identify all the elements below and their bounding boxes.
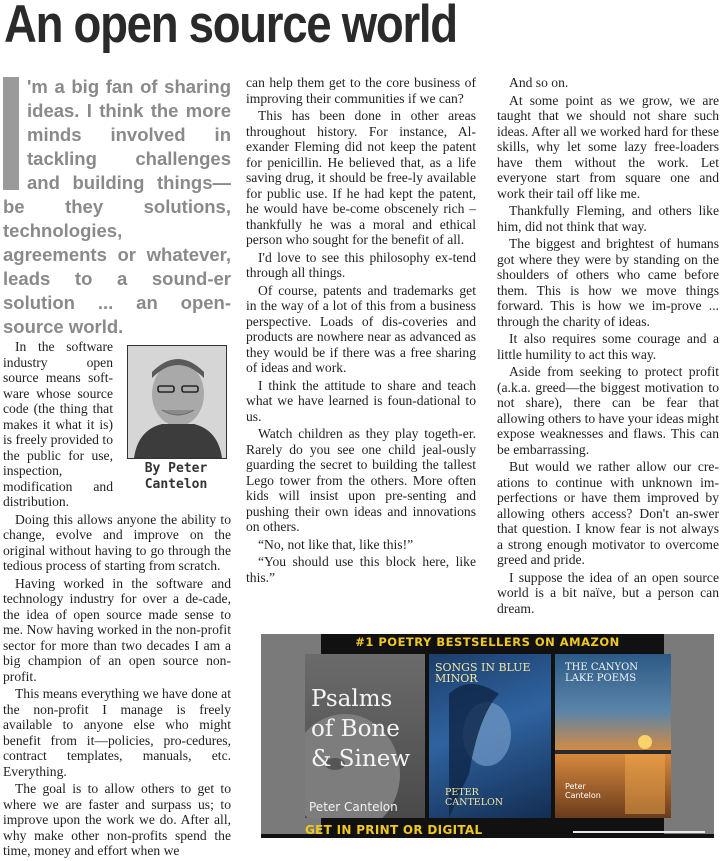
book-title: THE CANYON LAKE POEMS <box>565 662 639 684</box>
article-column-1 <box>3 75 231 861</box>
book-cover-songs[interactable] <box>429 654 551 818</box>
book-advertisement[interactable] <box>261 634 714 838</box>
book-author: Peter Cantelon <box>309 800 398 814</box>
drop-cap-i <box>3 77 19 190</box>
paragraph: And so on. <box>509 75 569 90</box>
paragraph: I suppose the idea of an open source world is a bit naïve, but a person can dream. <box>497 569 719 616</box>
divider-line <box>573 831 705 833</box>
paragraph: The biggest and brightest of humans got where they were by standing on the shoulders of others who came before them. This is how we move things forward. This is how we im-prove ... through the charity of ideas. <box>497 236 719 329</box>
ad-call-to-action: GET IN PRINT OR DIGITAL <box>305 823 483 837</box>
paragraph: This means everything we have done at the non-profit I manage is freely available to anyone else who might benefit from it—policies, pro-cedures, contract templates, manuals, etc. Everything. <box>3 686 231 779</box>
paragraph: At some point as we grow, we are taught that we should not share such ideas. After all we worked hard for these skills, why let some lazy free-loaders have them without the work. Let everyone start from square one and work their tail off like me. <box>497 92 719 201</box>
paragraph: Aside from seeking to protect profit (a.k.a. greed—the biggest motivation to not share), there can be fear that allowing others to have your ideas might expose weaknesses and flaws. This can be embarrassing. <box>497 364 719 457</box>
author-photo-box <box>121 345 231 493</box>
pull-quote-text: 'm a big fan of sharing ideas. I think the more minds involved in tackling challenges and building things—be they solutions, technologies, agreements or whatever, leads to a sound-er solution ... an open-source world. <box>3 76 231 337</box>
paragraph: Doing this allows anyone the ability to change, evolve and improve on the original without having to go through the tedious process of starting from scratch. <box>3 511 231 573</box>
paragraph: can help them get to the core business of improving their communities if we can? <box>246 75 476 106</box>
tape-right <box>664 634 714 834</box>
byline <box>121 461 231 493</box>
headline: An open source world <box>4 0 457 54</box>
paragraph: Watch children as they play togeth-er. Rarely do you see one child jeal-ously guarding the secret to building the tallest Lego tower from the others. More often kids will insist upon pre-senting and pushing their own ideas and innovations on others. <box>246 426 476 534</box>
paragraph: “No, not like that, like this!” <box>258 536 414 552</box>
byline-line2: Cantelon <box>144 477 208 492</box>
paragraph: Having worked in the software and technology industry for over a de-cade, the idea of open source made sense to me. Now having worked in the non-profit sector for more than two decades I am a big champion of an open source non-profit. <box>3 575 231 684</box>
paragraph: It also requires some courage and a little humility to act this way. <box>497 331 719 362</box>
book-cover-canyon-lake[interactable] <box>555 654 671 818</box>
paragraph: This has been done in other areas throughout history. For instance, Al-exander Fleming did not keep the patent for penicillin. He believed that, as a life saving drug, it should be free-ly available for public use. If he had kept the patent, he would have be-come obscenely rich – thankfully he was a moral and ethical person who sought for the benefit of all. <box>246 108 476 247</box>
paragraph: “You should use this block here, like this.” <box>246 554 476 585</box>
paragraph: Thankfully Fleming, and others like him, did not think that way. <box>497 203 719 234</box>
paragraph: In the software industry open source means soft-ware whose source code (the thing that makes it what it is) is freely provided to the public for use, inspection, modification and distribution. <box>3 339 113 509</box>
paragraph: I'd love to see this philosophy ex-tend through all things. <box>246 249 476 280</box>
author-photo <box>127 345 227 459</box>
paragraph: But would we rather allow our cre-ations to continue with unknown im-perfections or have them improved by allowing others access? Don't an-swer that question. I know fear is not always a strong enough motivator to overcome greed and pride. <box>497 459 719 567</box>
ad-headline: #1 POETRY BESTSELLERS ON AMAZON <box>355 635 620 649</box>
pull-quote <box>3 75 231 339</box>
paragraph: The goal is to allow others to get to where we are faster and surpass us; to improve upon the work we do. After all, why make other non-profits spend the time, money and effort when we <box>3 781 231 858</box>
book-cover-psalms[interactable] <box>305 654 425 818</box>
book-author: PETER CANTELON <box>445 787 504 808</box>
book-author: Peter Cantelon <box>565 782 601 800</box>
byline-line1: By Peter <box>144 461 208 476</box>
book-title: Psalms of Bone & Sinew <box>311 686 411 772</box>
book-title: SONGS IN BLUE MINOR <box>435 661 531 685</box>
article-column-2 <box>246 75 476 587</box>
article-column-3 <box>497 75 719 618</box>
paragraph: I think the attitude to share and teach what we have learned is foun-dational to us. <box>246 377 476 424</box>
paragraph: Of course, patents and trademarks get in the way of a lot of this from a business perspective. Loads of dis-coveries and products are nowhere near as advanced as they would be if there was a free sharing of ideas and work. <box>246 282 476 375</box>
